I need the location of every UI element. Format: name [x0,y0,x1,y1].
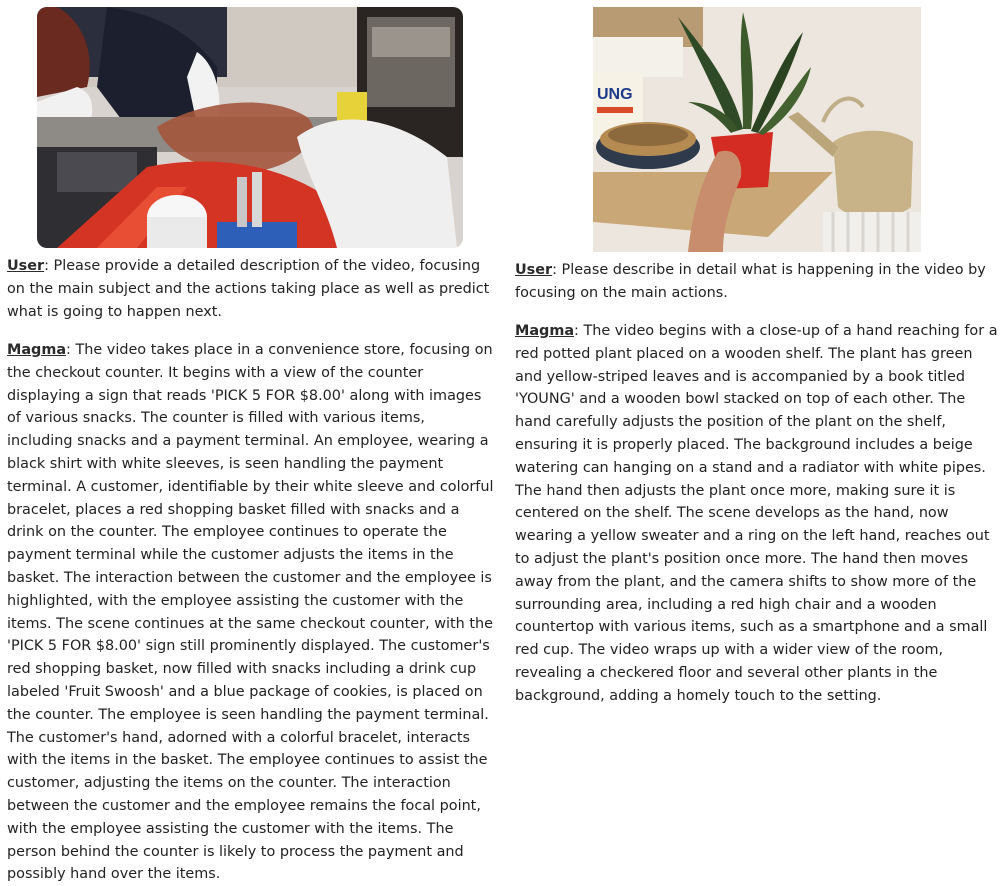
model-response-text: : The video begins with a close-up of a hand reaching for a red potted plant placed on a wooden shelf. The plant has green and yellow-striped leaves and is accompanied by a book titled 'YOUNG' and a wooden bowl stacked on top of each other. The hand carefully adjusts the position of the plant on the shelf, ensuring it is properly placed. The background includes a beige watering can hanging on a stand and a radiator with white pipes. The hand then adjusts the plant once more, making sure it is centered on the shelf. The scene develops as the hand, now wearing a yellow sweater and a ring on the left hand, reaches out to adjust the plant's position once more. The hand then moves away from the plant, and the camera shifts to show more of the surrounding area, including a red high chair and a wooden countertop with various items, such as a smartphone and a small red cup. The video wraps up with a wider view of the room, revealing a checkered floor and several other plants in the background, adding a homely touch to the setting. [515,323,998,704]
model-response-left [7,339,495,886]
video-frame-left [37,7,463,248]
checkout-scene-image [37,7,463,248]
book-text: UNG [597,86,633,103]
model-response-text: : The video takes place in a convenience store, focusing on the checkout counter. It begins with a view of the counter displaying a sign that reads 'PICK 5 FOR $8.00' along with images of various snacks. The counter is filled with various items, including snacks and a payment terminal. An employee, wearing a black shirt with white sleeves, is seen handling the payment terminal. A customer, identifiable by their white sleeve and colorful bracelet, places a red shopping basket filled with snacks and a drink on the counter. The employee continues to operate the payment terminal while the customer adjusts the items in the basket. The interaction between the customer and the employee is highlighted, with the employee assisting the customer with the items. The scene continues at the same checkout counter, with the 'PICK 5 FOR $8.00' sign still prominently displayed. The customer's red shopping basket, now filled with snacks including a drink cup labeled 'Fruit Swoosh' and a blue package of cookies, is placed on the counter. The employee is seen handling the payment terminal. The customer's hand, adorned with a colorful bracelet, interacts with the items in the basket. The employee continues to assist the customer, adjusting the items on the counter. The interaction between the customer and the employee remains the focal point, with the employee assisting the customer with the items. The person behind the counter is likely to process the payment and possibly hand over the items. [7,342,494,883]
user-label: User [7,258,45,274]
user-prompt-text: : Please provide a detailed description of the video, focusing on the main subject and the actions taking place as well as predict what is going to happen next. [7,258,490,320]
user-prompt-text: : Please describe in detail what is happening in the video by focusing on the main actions. [515,262,986,301]
model-response-right [515,320,1000,708]
plant-scene-image [593,7,921,252]
user-prompt-left [7,255,495,323]
user-label: User [515,262,553,278]
video-frame-right [593,7,921,252]
user-prompt-right [515,259,1000,305]
model-label: Magma [515,323,575,339]
model-label: Magma [7,342,67,358]
